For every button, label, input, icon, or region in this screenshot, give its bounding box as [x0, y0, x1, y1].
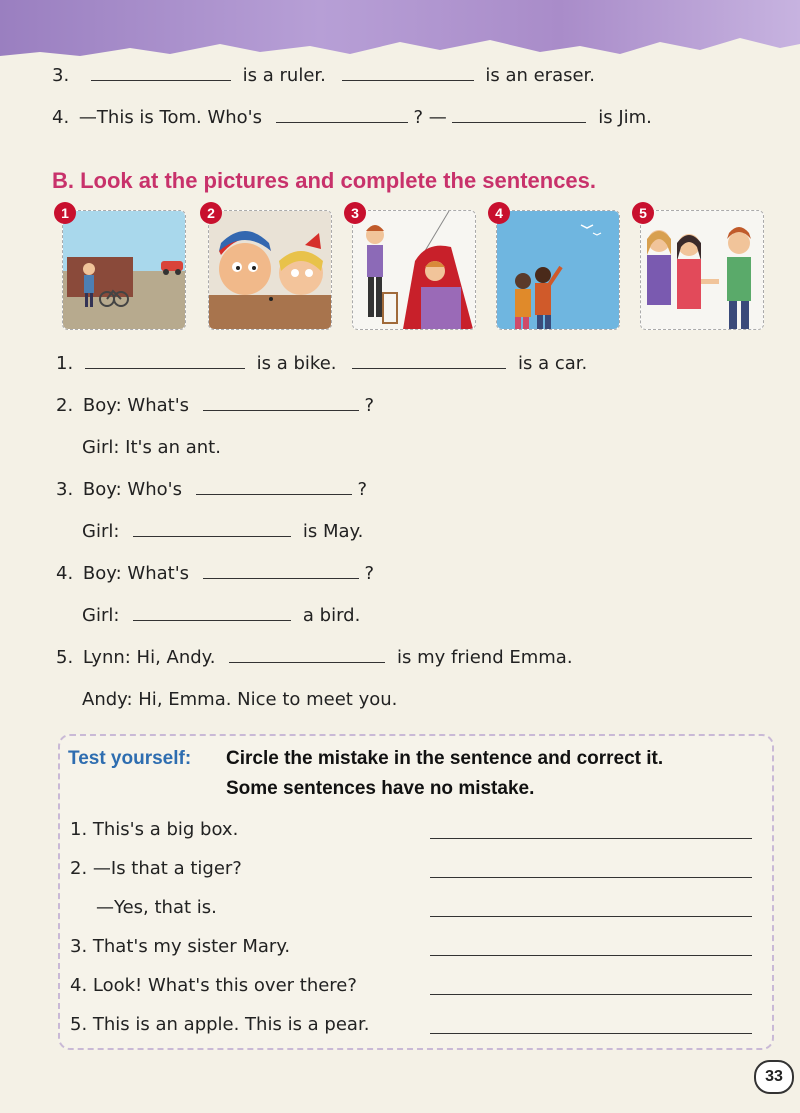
sentence-text: Boy: What's [82, 395, 190, 416]
question-number: 1. [56, 353, 74, 374]
test-answer-line-1[interactable] [430, 838, 752, 839]
test-item-1: 1. This's a big box. [70, 819, 239, 840]
sentence-text: ? [357, 479, 367, 500]
test-answer-line-4[interactable] [430, 994, 752, 995]
test-answer-line-5[interactable] [430, 1033, 752, 1034]
question-number: 4. [52, 107, 70, 128]
sentence-text: —This is Tom. Who's [78, 107, 262, 128]
picture-number-badge: 2 [200, 202, 222, 224]
picture-5-friends-meeting [640, 210, 764, 330]
sentence-text: Boy: Who's [82, 479, 182, 500]
mountain-edge-graphic [0, 30, 800, 60]
sentence-text: is a bike. [256, 353, 337, 374]
b-question-3-line [56, 478, 367, 502]
answer-blank[interactable] [203, 394, 359, 411]
b-question-2-line [56, 394, 374, 418]
sentence-text: is an eraser. [485, 65, 596, 86]
question-number: 5. [56, 647, 74, 668]
test-yourself-label: Test yourself: [68, 748, 192, 769]
picture-number-badge: 1 [54, 202, 76, 224]
sentence-text: Girl: [82, 521, 120, 542]
section-b-title: B. Look at the pictures and complete the sentences. [52, 168, 597, 193]
b-question-5-line [56, 646, 573, 670]
answer-blank[interactable] [85, 352, 245, 369]
question-number: 4. [56, 563, 74, 584]
page-number: 33 [754, 1060, 794, 1094]
test-answer-line-2[interactable] [430, 877, 752, 878]
picture-number-badge: 3 [344, 202, 366, 224]
test-item-5: 5. This is an apple. This is a pear. [70, 1014, 370, 1035]
question-3-line [52, 64, 595, 88]
question-number: 2. [56, 395, 74, 416]
answer-blank[interactable] [342, 64, 474, 81]
test-instruction-1: Circle the mistake in the sentence and correct it. [226, 748, 664, 769]
picture-number-badge: 4 [488, 202, 510, 224]
sentence-text: is a car. [517, 353, 588, 374]
answer-blank[interactable] [203, 562, 359, 579]
question-4-line [52, 106, 652, 130]
sentence-text: is Jim. [598, 107, 652, 128]
sentence-text: Girl: [82, 605, 120, 626]
answer-blank[interactable] [196, 478, 352, 495]
b-question-4-line [56, 562, 374, 586]
sentence-text: Lynn: Hi, Andy. [82, 647, 216, 668]
sentence-text: ? [364, 563, 375, 584]
test-item-2: 2. —Is that a tiger? [70, 858, 242, 879]
answer-blank[interactable] [91, 64, 231, 81]
question-number: 3. [52, 65, 70, 86]
b-question-3-girl-line [82, 520, 363, 544]
answer-blank[interactable] [229, 646, 385, 663]
test-item-2b: —Yes, that is. [96, 897, 217, 918]
answer-blank[interactable] [276, 106, 408, 123]
sentence-text: is May. [302, 521, 364, 542]
b-question-5-andy-line: Andy: Hi, Emma. Nice to meet you. [82, 689, 398, 710]
answer-blank[interactable] [133, 520, 291, 537]
sentence-text: ? [364, 395, 375, 416]
picture-number-badge: 5 [632, 202, 654, 224]
picture-1-boy-bike-car [62, 210, 186, 330]
sentence-text: a bird. [302, 605, 361, 626]
sentence-text: ? — [413, 107, 447, 128]
question-number: 3. [56, 479, 74, 500]
picture-3-boy-girl-chair [352, 210, 476, 330]
answer-blank[interactable] [133, 604, 291, 621]
test-answer-line-3[interactable] [430, 955, 752, 956]
picture-2-children-ant [208, 210, 332, 330]
test-item-3: 3. That's my sister Mary. [70, 936, 291, 957]
answer-blank[interactable] [352, 352, 506, 369]
test-instruction-2: Some sentences have no mistake. [226, 778, 535, 799]
sentence-text: is my friend Emma. [396, 647, 573, 668]
b-question-4-girl-line [82, 604, 360, 628]
b-question-1-line [56, 352, 587, 376]
test-item-4: 4. Look! What's this over there? [70, 975, 357, 996]
sentence-text: Boy: What's [82, 563, 190, 584]
sentence-text: is a ruler. [242, 65, 326, 86]
header-decoration [0, 0, 800, 56]
test-answer-line-2b[interactable] [430, 916, 752, 917]
answer-blank[interactable] [452, 106, 586, 123]
picture-strip [61, 205, 768, 330]
picture-4-children-bird [496, 210, 620, 330]
b-question-2-girl-line: Girl: It's an ant. [82, 437, 221, 458]
